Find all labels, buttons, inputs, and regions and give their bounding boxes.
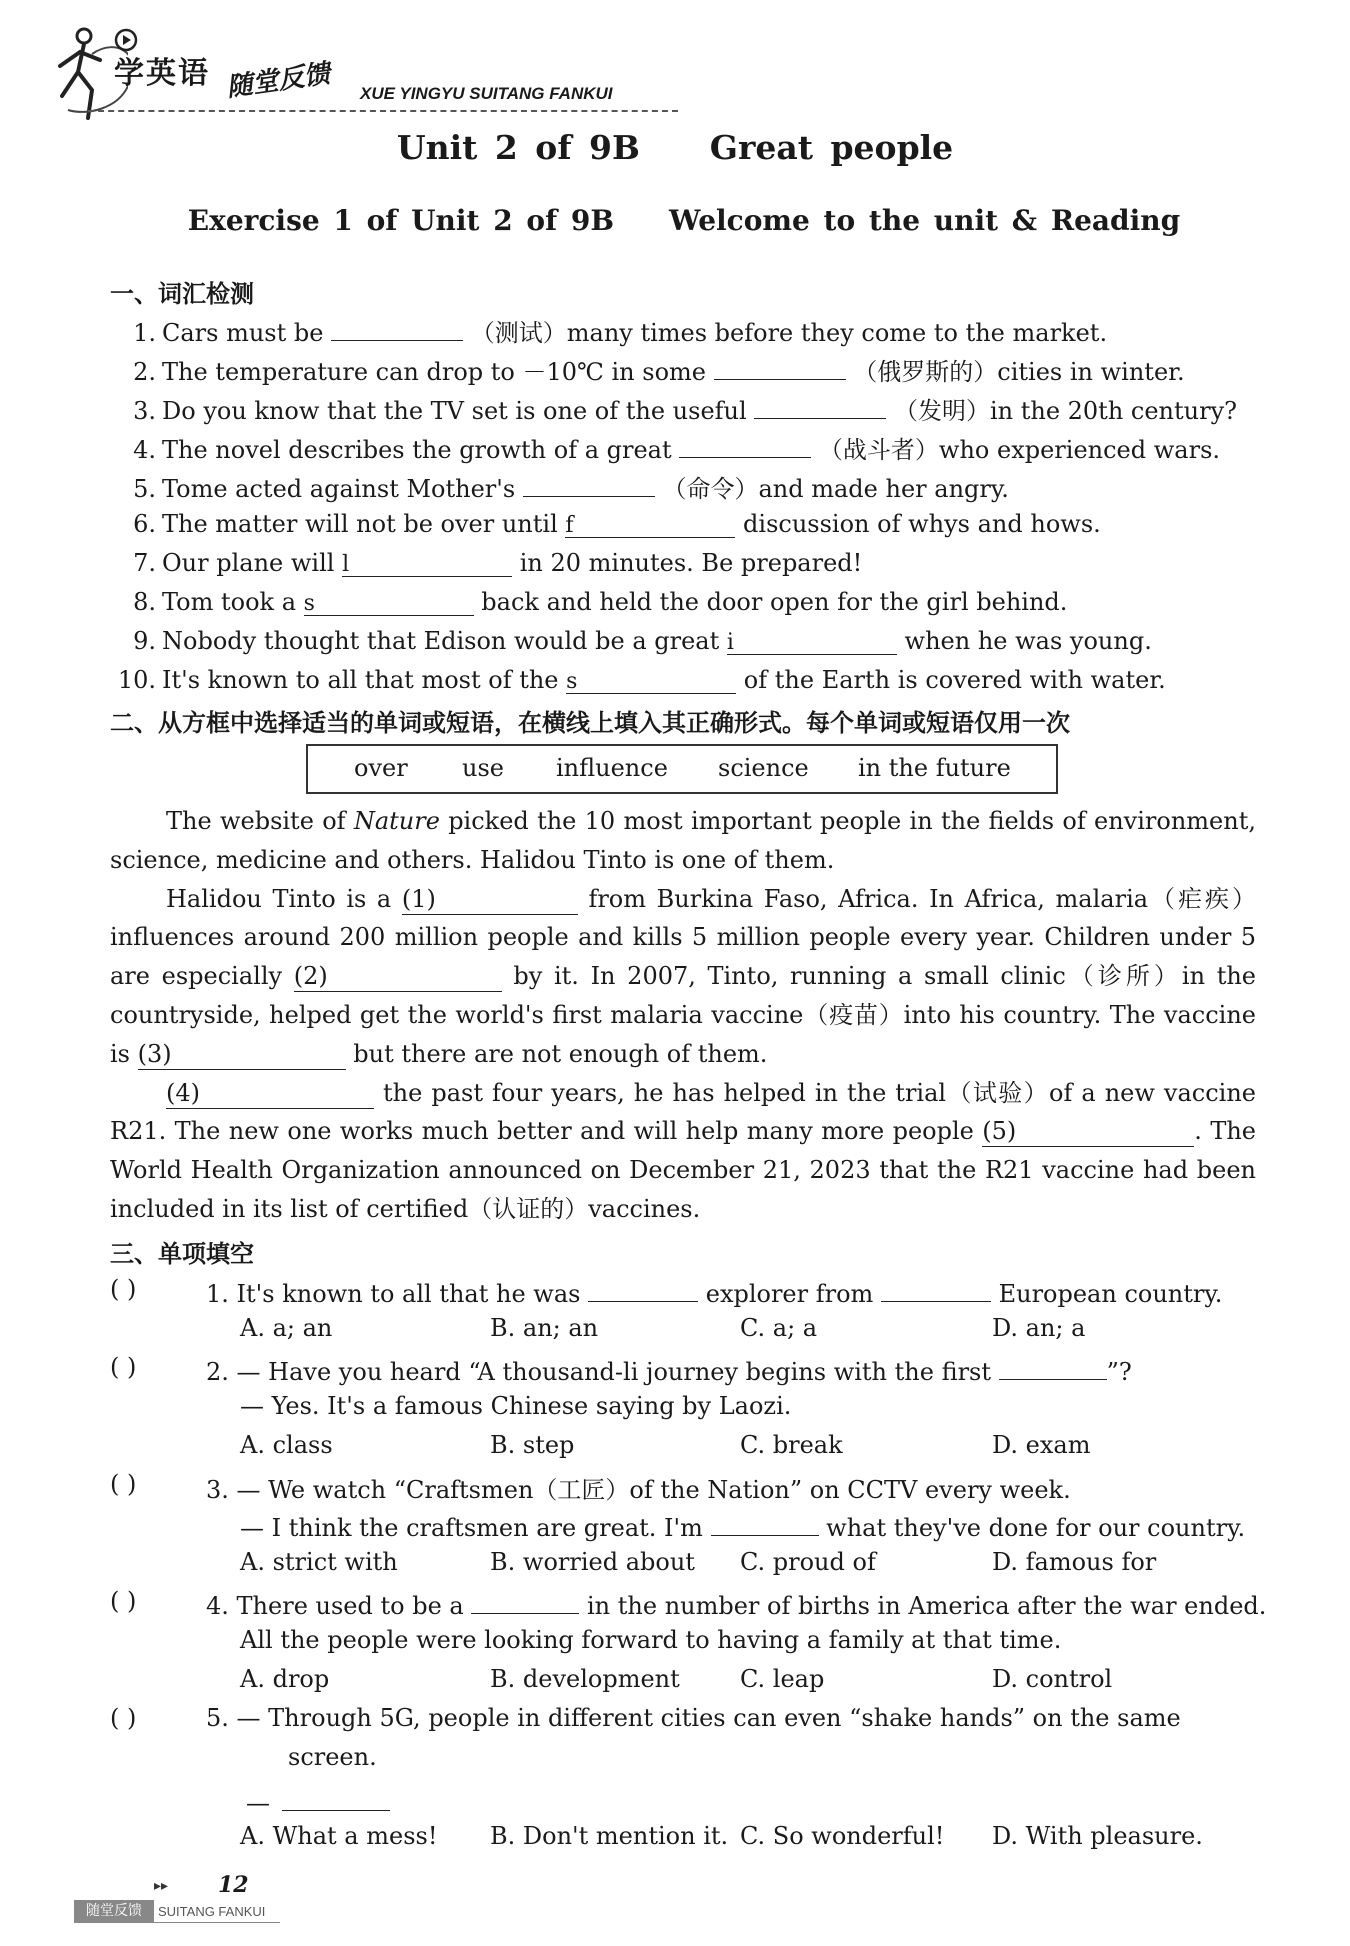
answer-blank[interactable]: s xyxy=(304,589,474,616)
question-text: — I think the craftsmen are great. I'm xyxy=(240,1514,703,1542)
passage-blank-2[interactable]: (2) xyxy=(294,961,502,992)
option-c[interactable]: C. leap xyxy=(740,1665,825,1693)
option-d[interactable]: D. control xyxy=(992,1665,1113,1693)
word-box-item: science xyxy=(718,754,809,782)
answer-parentheses[interactable]: ( ) xyxy=(110,1587,137,1615)
option-c[interactable]: C. break xyxy=(740,1431,843,1459)
question-number: 2. xyxy=(206,1358,229,1386)
item-text-after: of the Earth is covered with water. xyxy=(743,666,1166,694)
section2-title: 二、从方框中选择适当的单词或短语，在横线上填入其正确形式。每个单词或短语仅用一次 xyxy=(110,709,1070,737)
arrow-icon: ▸▸ xyxy=(154,1878,169,1894)
answer-blank[interactable] xyxy=(282,1784,390,1811)
answer-blank[interactable]: i xyxy=(727,628,897,655)
option-b[interactable]: B. step xyxy=(490,1431,575,1459)
option-d[interactable]: D. With pleasure. xyxy=(992,1822,1203,1850)
item-number: 9. xyxy=(133,627,156,655)
item-text-after: （发明）in the 20th century? xyxy=(893,397,1238,425)
exercise-title: Exercise 1 of Unit 2 of 9B Welcome to the unit & Reading xyxy=(187,204,1181,237)
item-text-before: Our plane will xyxy=(162,549,335,577)
answer-blank[interactable] xyxy=(711,1509,819,1536)
vocab-item xyxy=(110,392,1260,426)
answer-blank[interactable] xyxy=(881,1275,991,1302)
word-box-item: use xyxy=(462,754,504,782)
question-number: 4. xyxy=(206,1592,229,1620)
item-text-before: It's known to all that most of the xyxy=(162,666,559,694)
option-b[interactable]: B. an; an xyxy=(490,1314,599,1342)
answer-blank[interactable] xyxy=(679,431,811,458)
question-text: European country. xyxy=(998,1280,1223,1308)
passage-paragraph-1 xyxy=(110,802,1256,880)
item-text-after: in 20 minutes. Be prepared! xyxy=(519,549,863,577)
item-number: 2. xyxy=(133,358,156,386)
option-d[interactable]: D. exam xyxy=(992,1431,1091,1459)
option-b[interactable]: B. development xyxy=(490,1665,680,1693)
header-divider xyxy=(88,110,678,112)
page-number: 12 xyxy=(218,1872,249,1898)
answer-parentheses[interactable]: ( ) xyxy=(110,1275,137,1303)
answer-blank[interactable] xyxy=(523,470,655,497)
answer-blank[interactable]: f xyxy=(565,511,735,538)
question-5 xyxy=(206,1704,1181,1732)
passage-paragraph-3 xyxy=(110,1074,1256,1229)
vocab-item xyxy=(110,548,1260,578)
header-logo-text: 学英语 xyxy=(114,56,210,91)
option-b[interactable]: B. Don't mention it. xyxy=(490,1822,729,1850)
item-text-after: back and held the door open for the girl behind. xyxy=(481,588,1068,616)
item-text-before: Tome acted against Mother's xyxy=(162,475,516,503)
vocab-item xyxy=(110,626,1260,656)
item-number: 5. xyxy=(133,475,156,503)
item-text-after: when he was young. xyxy=(904,627,1152,655)
answer-blank[interactable]: s xyxy=(566,667,736,694)
reading-passage xyxy=(110,802,1256,1229)
item-text-before: Nobody thought that Edison would be a great xyxy=(162,627,720,655)
item-number: 4. xyxy=(133,436,156,464)
passage-text: picked the 10 most important people in the fields of environment, science, medicine and others. Halidou Tinto is one of them. xyxy=(110,807,1256,874)
question-4-line2: All the people were looking forward to having a family at that time. xyxy=(240,1626,1062,1654)
question-text: It's known to all that he was xyxy=(236,1280,581,1308)
word-box xyxy=(306,744,1058,794)
item-number: 3. xyxy=(133,397,156,425)
option-c[interactable]: C. So wonderful! xyxy=(740,1822,945,1850)
footer-band-en: SUITANG FANKUI xyxy=(158,1904,266,1919)
item-text-after: （命令）and made her angry. xyxy=(662,475,1009,503)
option-a[interactable]: A. a; an xyxy=(240,1314,333,1342)
header-logo-pinyin: XUE YINGYU SUITANG FANKUI xyxy=(360,84,613,103)
question-text: — Through 5G, people in different cities can even “shake hands” on the same xyxy=(236,1704,1181,1732)
option-d[interactable]: D. famous for xyxy=(992,1548,1157,1576)
passage-text: Halidou Tinto is a xyxy=(166,884,402,913)
word-box-item: in the future xyxy=(858,754,1011,782)
question-text: ”? xyxy=(1106,1358,1132,1386)
answer-parentheses[interactable]: ( ) xyxy=(110,1353,137,1381)
vocab-item xyxy=(110,314,1260,348)
answer-parentheses[interactable]: ( ) xyxy=(110,1704,137,1732)
question-number: 1. xyxy=(206,1280,229,1308)
passage-blank-3[interactable]: (3) xyxy=(138,1039,346,1070)
item-number: 8. xyxy=(133,588,156,616)
word-box-item: influence xyxy=(556,754,668,782)
item-text-before: Tom took a xyxy=(162,588,297,616)
answer-blank[interactable] xyxy=(331,314,463,341)
question-4 xyxy=(206,1587,1266,1620)
answer-blank[interactable]: l xyxy=(342,550,512,577)
item-text-before: The temperature can drop to －10℃ in some xyxy=(162,358,706,386)
question-3-reply xyxy=(240,1509,1245,1542)
word-box-item: over xyxy=(354,754,408,782)
passage-paragraph-2 xyxy=(110,880,1256,1074)
header-logo-subtext: 随堂反馈 xyxy=(224,58,332,104)
question-5-line2: screen. xyxy=(288,1743,377,1771)
option-d[interactable]: D. an; a xyxy=(992,1314,1086,1342)
section3-title: 三、单项填空 xyxy=(110,1240,254,1268)
answer-blank[interactable] xyxy=(714,353,846,380)
question-2 xyxy=(206,1353,1132,1386)
passage-blank-1[interactable]: (1) xyxy=(402,884,578,915)
question-number: 5. xyxy=(206,1704,229,1732)
answer-blank[interactable] xyxy=(588,1275,698,1302)
question-text: in the number of births in America after the war ended. xyxy=(587,1592,1267,1620)
passage-text: by it. In 2007, Tinto, running a small clinic（诊所）in the countryside, helped get the world's first malaria vaccine（疫苗）into his country. The vaccine is xyxy=(110,962,1257,1068)
section1-title: 一、词汇检测 xyxy=(110,280,254,308)
question-text: There used to be a xyxy=(236,1592,464,1620)
answer-blank[interactable] xyxy=(471,1587,579,1614)
item-number: 7. xyxy=(133,549,156,577)
passage-text: the past four years, he has helped in the trial（试验）of a new vaccine R21. The new one works much better and will help many more people xyxy=(110,1078,1256,1146)
footer-divider xyxy=(74,1922,280,1923)
passage-text: but there are not enough of them. xyxy=(345,1039,768,1068)
question-text: — We watch “Craftsmen（工匠）of the Nation” on CCTV every week. xyxy=(236,1476,1071,1504)
item-text-before: The novel describes the growth of a great xyxy=(162,436,672,464)
question-number: 3. xyxy=(206,1476,229,1504)
vocab-item xyxy=(110,470,1260,504)
item-text-after: （俄罗斯的）cities in winter. xyxy=(853,358,1185,386)
option-a[interactable]: A. drop xyxy=(240,1665,330,1693)
passage-text: The website of xyxy=(166,807,354,835)
item-text-before: Cars must be xyxy=(162,319,324,347)
option-a[interactable]: A. What a mess! xyxy=(240,1822,438,1850)
question-text: what they've done for our country. xyxy=(826,1514,1246,1542)
item-text-before: Do you know that the TV set is one of the useful xyxy=(162,397,747,425)
item-number: 10. xyxy=(117,666,156,694)
reply-dash: — xyxy=(246,1789,270,1817)
unit-title: Unit 2 of 9B Great people xyxy=(396,128,954,167)
option-c[interactable]: C. proud of xyxy=(740,1548,876,1576)
vocab-item xyxy=(110,431,1260,465)
option-b[interactable]: B. worried about xyxy=(490,1548,695,1576)
item-text-after: discussion of whys and hows. xyxy=(743,510,1101,538)
vocab-item xyxy=(110,587,1260,617)
passage-blank-4[interactable]: (4) xyxy=(166,1078,374,1109)
vocab-item xyxy=(110,509,1260,539)
vocab-item xyxy=(110,665,1260,695)
answer-blank[interactable] xyxy=(754,392,886,419)
question-text: explorer from xyxy=(705,1280,874,1308)
item-number: 1. xyxy=(133,319,156,347)
passage-text: from Burkina Faso, Africa. In Africa, malaria（疟疾）influences around 200 million people and kills 5 million people every year. Children under 5 are especially xyxy=(110,884,1256,991)
question-2-reply: — Yes. It's a famous Chinese saying by Laozi. xyxy=(240,1392,792,1420)
question-1 xyxy=(206,1275,1222,1308)
item-number: 6. xyxy=(133,510,156,538)
question-text: — Have you heard “A thousand-li journey begins with the first xyxy=(236,1358,992,1386)
question-3 xyxy=(206,1470,1071,1505)
passage-blank-5[interactable]: (5) xyxy=(982,1116,1194,1147)
option-a[interactable]: A. class xyxy=(240,1431,333,1459)
footer-band: 随堂反馈 xyxy=(74,1900,154,1922)
answer-parentheses[interactable]: ( ) xyxy=(110,1470,137,1498)
option-a[interactable]: A. strict with xyxy=(240,1548,398,1576)
vocab-item xyxy=(110,353,1260,387)
option-c[interactable]: C. a; a xyxy=(740,1314,818,1342)
answer-blank[interactable] xyxy=(999,1353,1107,1380)
question-5-reply xyxy=(246,1784,390,1817)
item-text-after: （战斗者）who experienced wars. xyxy=(818,436,1221,464)
passage-text: . The World Health Organization announced on December 21, 2023 that the R21 vaccine had been included in its list of certified（认证的）vaccines. xyxy=(110,1117,1256,1223)
item-text-before: The matter will not be over until xyxy=(162,510,558,538)
passage-italic-title: Nature xyxy=(353,807,440,835)
item-text-after: （测试）many times before they come to the market. xyxy=(470,319,1108,347)
page-header xyxy=(48,26,668,126)
